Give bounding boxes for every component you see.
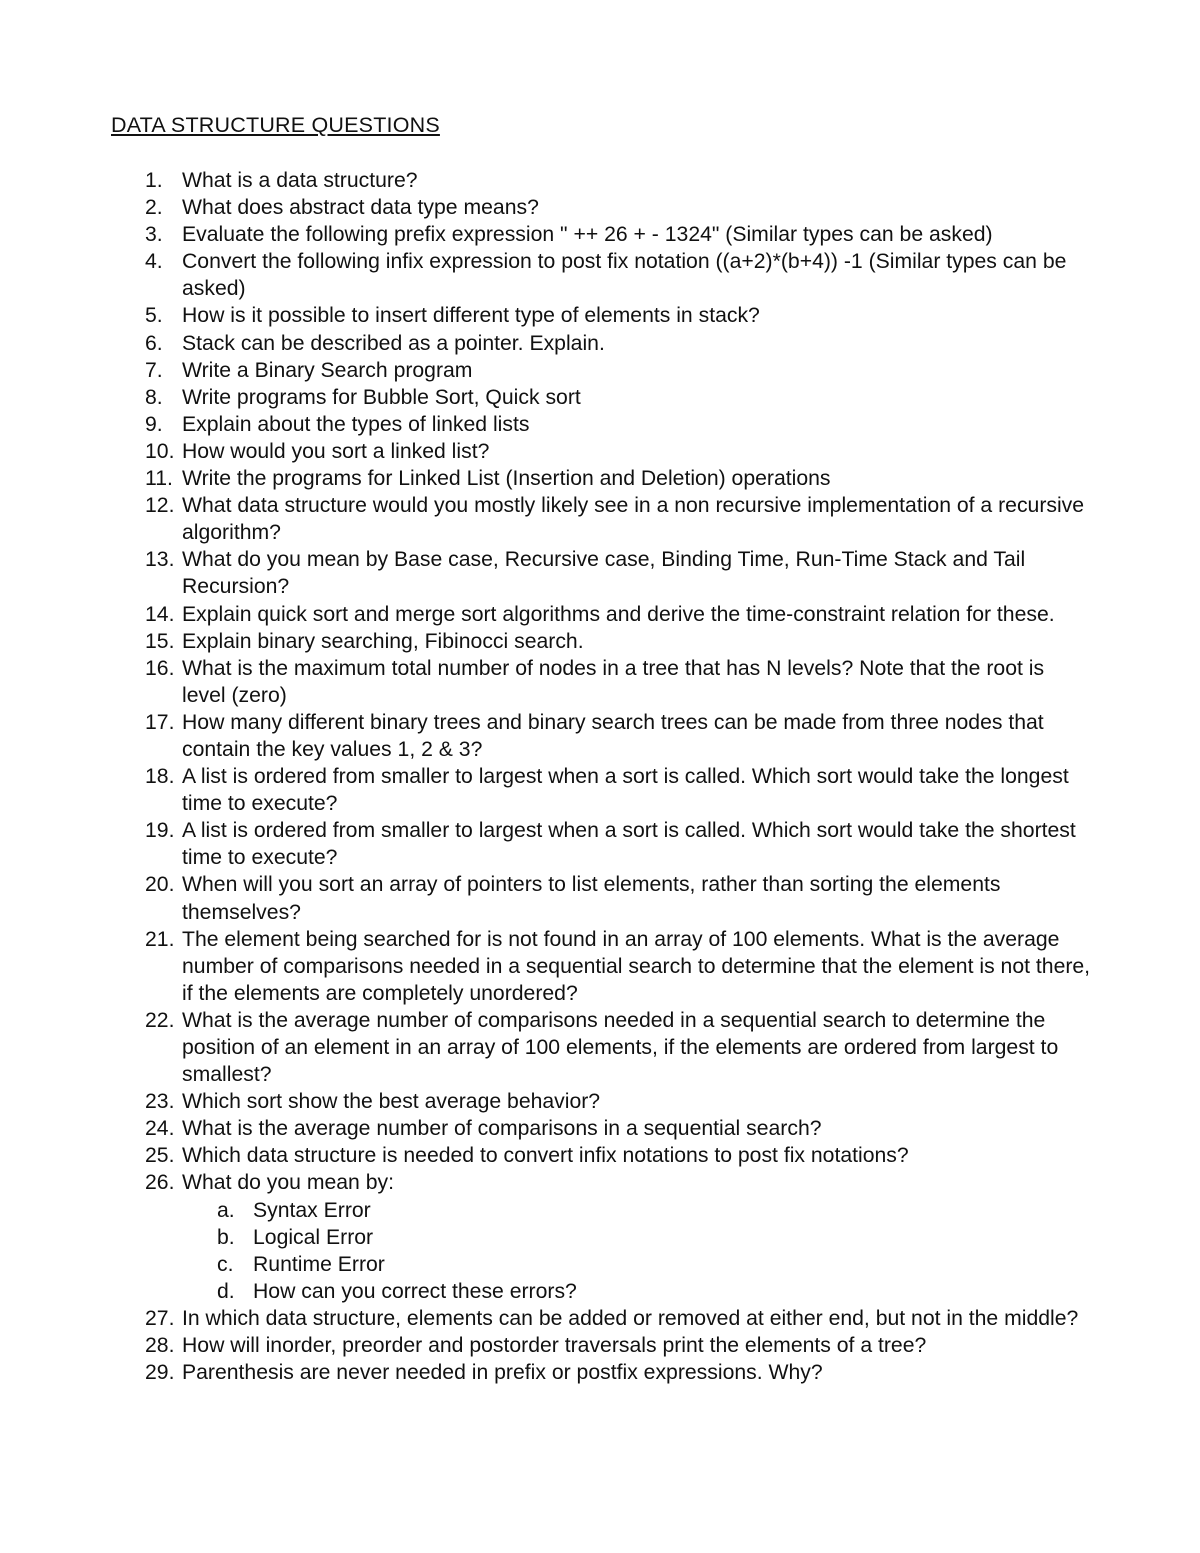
question-text: Evaluate the following prefix expression " ++ 26 + - 1324" (Similar types can be asked) — [182, 223, 993, 247]
question-text: What does abstract data type means? — [182, 196, 539, 220]
question-number: 1. — [145, 169, 163, 192]
question-text: What do you mean by: — [182, 1171, 394, 1195]
question-number: 3. — [145, 223, 163, 247]
question-item — [0, 1305, 1200, 1332]
question-number: 12. — [145, 494, 175, 518]
question-list — [0, 167, 1200, 1386]
question-item — [0, 628, 1200, 655]
question-number: 9. — [145, 412, 163, 436]
question-number: 16. — [145, 656, 175, 680]
sub-question-letter: d. — [217, 1279, 235, 1303]
question-number: 17. — [145, 710, 175, 734]
question-item — [0, 926, 1200, 1007]
sub-question-text: Logical Error — [253, 1225, 374, 1249]
question-item — [0, 438, 1200, 465]
question-text: What data structure would you mostly likely see in a non recursive implementation of a recursive algorithm? — [182, 494, 1085, 545]
question-item — [0, 1169, 1200, 1304]
question-text: How will inorder, preorder and postorder traversals print the elements of a tree? — [182, 1334, 927, 1358]
question-item — [0, 465, 1200, 492]
question-item — [0, 1359, 1200, 1386]
question-number: 11. — [145, 467, 173, 491]
question-number: 20. — [145, 873, 175, 897]
question-text: Explain quick sort and merge sort algorithms and derive the time-constraint relation for these. — [182, 602, 1055, 626]
question-number: 29. — [145, 1361, 175, 1385]
question-item — [0, 330, 1200, 357]
question-text: The element being searched for is not found in an array of 100 elements. What is the average number of comparisons needed in a sequential search to determine that the element is not there, if the elements are completely unordered? — [182, 927, 1091, 1005]
question-number: 15. — [145, 629, 175, 653]
question-number: 10. — [145, 439, 175, 463]
sub-question-letter: b. — [217, 1225, 235, 1249]
sub-question-item — [182, 1278, 1092, 1305]
question-text: What is the average number of comparisons needed in a sequential search to determine the position of an element in an array of 100 elements, if the elements are ordered from largest to smallest? — [182, 1008, 1059, 1087]
sub-question-item — [182, 1197, 1092, 1224]
question-item — [0, 1007, 1200, 1088]
question-item — [0, 1142, 1200, 1169]
question-number: 6. — [145, 331, 163, 355]
question-number: 22. — [145, 1008, 175, 1032]
question-text: Which sort show the best average behavior? — [182, 1090, 601, 1114]
question-item — [0, 1332, 1200, 1359]
question-text: Write the programs for Linked List (Insertion and Deletion) operations — [182, 467, 831, 491]
question-number: 18. — [145, 765, 175, 789]
question-number: 27. — [145, 1306, 175, 1330]
question-item — [0, 1115, 1200, 1142]
question-number: 7. — [145, 358, 163, 382]
question-number: 26. — [145, 1171, 175, 1195]
question-number: 2. — [145, 196, 163, 220]
question-text: Convert the following infix expression to post fix notation ((a+2)*(b+4)) -1 (Similar types can be asked) — [182, 250, 1067, 301]
page-title: DATA STRUCTURE QUESTIONS — [111, 113, 440, 137]
question-number: 23. — [145, 1090, 175, 1114]
question-item — [0, 546, 1200, 600]
question-item — [0, 167, 1200, 194]
sub-question-list — [182, 1197, 1092, 1305]
question-number: 21. — [145, 927, 175, 951]
question-item — [0, 655, 1200, 709]
question-text: Stack can be described as a pointer. Explain. — [182, 331, 605, 355]
question-item — [0, 384, 1200, 411]
sub-question-item — [182, 1224, 1092, 1251]
question-text: How many different binary trees and binary search trees can be made from three nodes that contain the key values 1, 2 & 3? — [182, 710, 1044, 761]
question-text: Explain binary searching, Fibinocci search. — [182, 629, 584, 653]
question-text: What is the maximum total number of nodes in a tree that has N levels? Note that the root is level (zero) — [182, 656, 1045, 707]
question-number: 19. — [145, 819, 175, 843]
question-number: 13. — [145, 548, 175, 572]
question-number: 4. — [145, 250, 163, 274]
question-number: 14. — [145, 602, 175, 626]
question-text: Write programs for Bubble Sort, Quick sort — [182, 385, 581, 409]
question-number: 24. — [145, 1117, 175, 1141]
sub-question-text: How can you correct these errors? — [253, 1279, 577, 1303]
question-number: 5. — [145, 304, 163, 328]
question-text: In which data structure, elements can be added or removed at either end, but not in the middle? — [182, 1306, 1079, 1330]
question-text: How would you sort a linked list? — [182, 439, 490, 463]
question-text: What is the average number of comparisons in a sequential search? — [182, 1117, 822, 1141]
question-text: A list is ordered from smaller to largest when a sort is called. Which sort would take the longest time to execute? — [182, 765, 1069, 816]
question-item — [0, 411, 1200, 438]
question-text: A list is ordered from smaller to largest when a sort is called. Which sort would take the shortest time to execute? — [182, 819, 1076, 870]
question-text: Which data structure is needed to convert infix notations to post fix notations? — [182, 1144, 909, 1168]
question-number: 28. — [145, 1334, 175, 1358]
sub-question-text: Syntax Error — [253, 1198, 371, 1222]
question-item — [0, 709, 1200, 763]
question-item — [0, 1088, 1200, 1115]
question-item — [0, 763, 1200, 817]
question-text: Write a Binary Search program — [182, 358, 473, 382]
question-text: How is it possible to insert different type of elements in stack? — [182, 304, 760, 328]
question-item — [0, 871, 1200, 925]
question-text: Parenthesis are never needed in prefix or postfix expressions. Why? — [182, 1361, 823, 1385]
question-item — [0, 357, 1200, 384]
sub-question-letter: a. — [217, 1198, 235, 1222]
question-item — [0, 302, 1200, 329]
question-number: 8. — [145, 385, 163, 409]
sub-question-letter: c. — [217, 1252, 234, 1276]
question-item — [0, 817, 1200, 871]
question-item — [0, 601, 1200, 628]
sub-question-item — [182, 1251, 1092, 1278]
question-item — [0, 248, 1200, 302]
question-number: 25. — [145, 1144, 175, 1168]
question-text: What is a data structure? — [182, 169, 418, 192]
question-text: Explain about the types of linked lists — [182, 412, 530, 436]
question-item — [0, 492, 1200, 546]
question-item — [0, 221, 1200, 248]
sub-question-text: Runtime Error — [253, 1252, 385, 1276]
question-text: When will you sort an array of pointers to list elements, rather than sorting the elements themselves? — [182, 873, 1001, 924]
question-text: What do you mean by Base case, Recursive case, Binding Time, Run-Time Stack and Tail Recursion? — [182, 548, 1026, 599]
question-item — [0, 194, 1200, 221]
